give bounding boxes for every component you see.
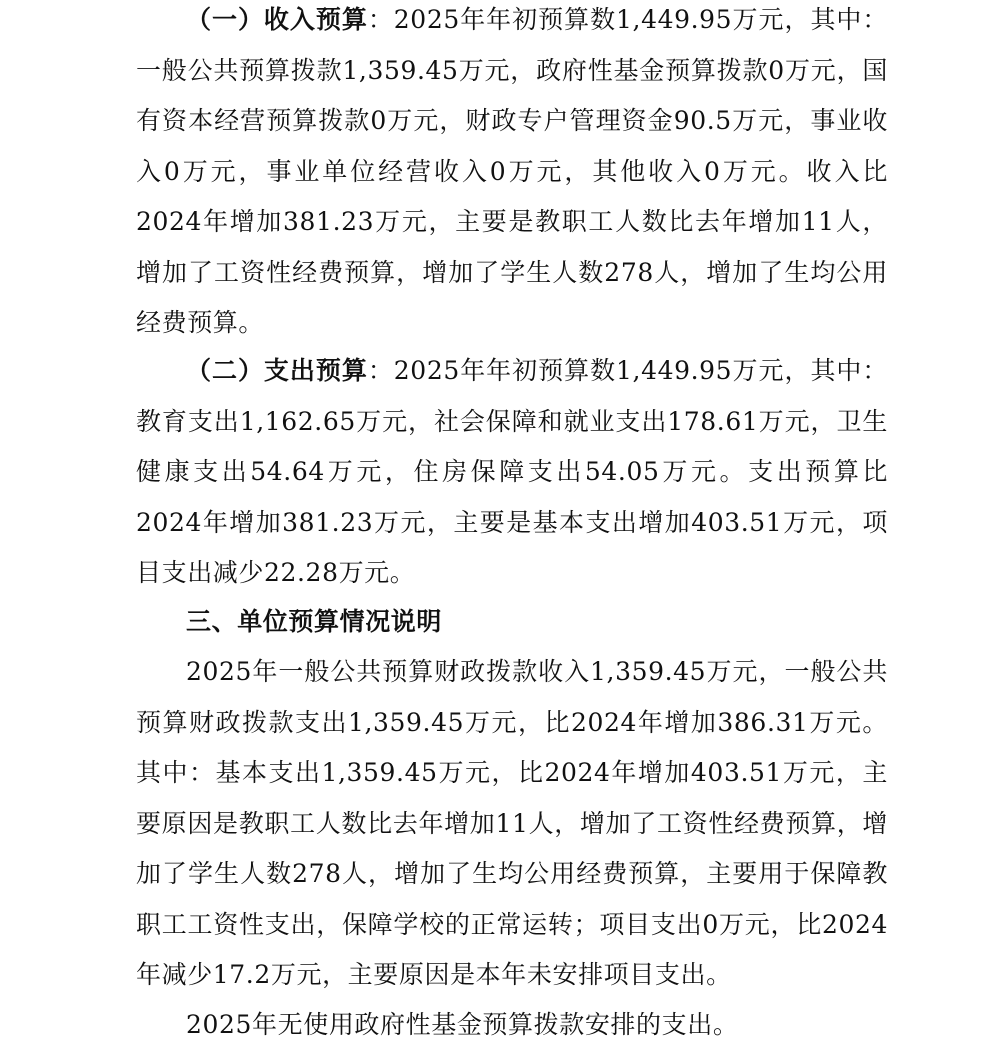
general-budget-paragraph: 2025年一般公共预算财政拨款收入1,359.45万元，一般公共预算财政拨款支出1,359.45万元，比2024年增加386.31万元。其中：基本支出1,359.45万元，比2024年增加403.51万元，主要原因是教职工人数比去年增加11人，增加了工资性经费预算，增加了学生人数278人，增加了生均公用经费预算，主要用于保障教职工工资性支出，保障学校的正常运转；项目支出0万元，比2024年减少17.2万元，主要原因是本年未安排项目支出。 <box>136 657 888 989</box>
section-heading-unit-budget: 三、单位预算情况说明 <box>186 607 443 636</box>
income-budget-paragraph <box>136 0 888 349</box>
income-budget-label: （一）收入预算 <box>186 5 368 34</box>
government-fund-paragraph: 2025年无使用政府性基金预算拨款安排的支出。 <box>186 1010 739 1039</box>
expense-budget-paragraph <box>136 346 888 599</box>
expense-budget-label: （二）支出预算 <box>186 356 368 385</box>
income-budget-text: ：2025年年初预算数1,449.95万元，其中：一般公共预算拨款1,359.45万元，政府性基金预算拨款0万元，国有资本经营预算拨款0万元，财政专户管理资金90.5万元，事业收入0万元，事业单位经营收入0万元，其他收入0万元。收入比2024年增加381.23万元，主要是教职工人数比去年增加11人，增加了工资性经费预算，增加了学生人数278人，增加了生均公用经费预算。 <box>136 5 889 337</box>
expense-budget-text: ：2025年年初预算数1,449.95万元，其中：教育支出1,162.65万元，社会保障和就业支出178.61万元，卫生健康支出54.64万元，住房保障支出54.05万元。支出预算比2024年增加381.23万元，主要是基本支出增加403.51万元，项目支出减少22.28万元。 <box>136 356 889 587</box>
